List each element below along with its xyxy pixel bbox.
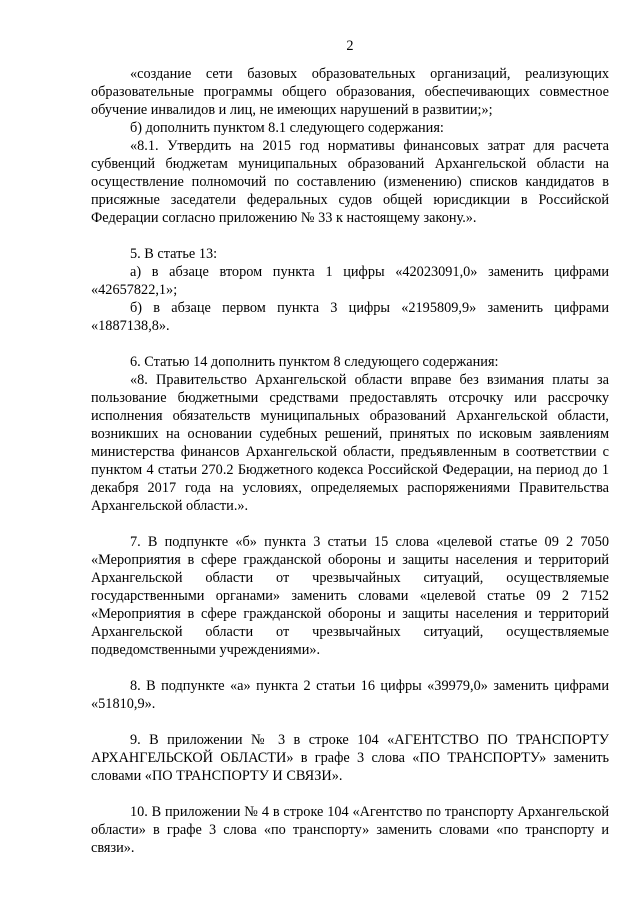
paragraph: «8. Правительство Архангельской области вправе без взимания платы за пользование бюджетными средствами предоставлять отсрочку или рассрочку исполнения обязательств муниципальных образований Архангельской области, возникших на основании судебных решений, принятых по исковым заявлениям министерства финансов Архангельской области, предъявленным в соответствии с пунктом 4 статьи 270.2 Бюджетного кодекса Российской Федерации, на период до 1 декабря 2017 года на условиях, определяемых распоряжениями Правительства Архангельской области.». xyxy=(91,372,609,514)
paragraph: «создание сети базовых образовательных организаций, реализующих образовательные программы общего образования, обеспечивающих совместное обучение инвалидов и лиц, не имеющих нарушений в развитии;»; xyxy=(91,66,609,118)
paragraph: 8. В подпункте «а» пункта 2 статьи 16 цифры «39979,0» заменить цифрами «51810,9». xyxy=(91,678,609,712)
paragraph: б) в абзаце первом пункта 3 цифры «2195809,9» заменить цифрами «1887138,8». xyxy=(91,300,609,334)
page-number: 2 xyxy=(346,38,354,54)
paragraph: а) в абзаце втором пункта 1 цифры «42023091,0» заменить цифрами «42657822,1»; xyxy=(91,264,609,298)
paragraph: 7. В подпункте «б» пункта 3 статьи 15 слова «целевой статье 09 2 7050 «Мероприятия в сфере гражданской обороны и защиты населения и территорий Архангельской области от чрезвычайных ситуаций, осуществляемые государственными органами» заменить словами «целевой статье 09 2 7152 «Мероприятия в сфере гражданской обороны и защиты населения и территорий Архангельской области от чрезвычайных ситуаций, осуществляемые подведомственными учреждениями». xyxy=(91,534,609,658)
paragraph-spacer xyxy=(91,659,609,677)
paragraph: 5. В статье 13: xyxy=(130,246,218,262)
paragraph-spacer xyxy=(91,335,609,353)
paragraph: б) дополнить пунктом 8.1 следующего содержания: xyxy=(130,120,444,136)
paragraph: 10. В приложении № 4 в строке 104 «Агентство по транспорту Архангельской области» в графе 3 слова «по транспорту» заменить словами «по транспорту и связи». xyxy=(91,804,609,856)
document-page xyxy=(91,37,609,857)
paragraph-spacer xyxy=(91,713,609,731)
paragraph: 6. Статью 14 дополнить пунктом 8 следующего содержания: xyxy=(130,354,499,370)
paragraph-spacer xyxy=(91,227,609,245)
paragraph-spacer xyxy=(91,785,609,803)
paragraph: «8.1. Утвердить на 2015 год нормативы финансовых затрат для расчета субвенций бюджетам муниципальных образований Архангельской области на осуществление полномочий по составлению (изменению) списков кандидатов в присяжные заседатели федеральных судов общей юрисдикции в Российской Федерации согласно приложению № 33 к настоящему закону.». xyxy=(91,138,609,226)
paragraph: 9. В приложении № 3 в строке 104 «АГЕНТСТВО ПО ТРАНСПОРТУ АРХАНГЕЛЬСКОЙ ОБЛАСТИ» в графе 3 слова «ПО ТРАНСПОРТУ» заменить словами «ПО ТРАНСПОРТУ И СВЯЗИ». xyxy=(91,732,609,784)
paragraph-spacer xyxy=(91,515,609,533)
